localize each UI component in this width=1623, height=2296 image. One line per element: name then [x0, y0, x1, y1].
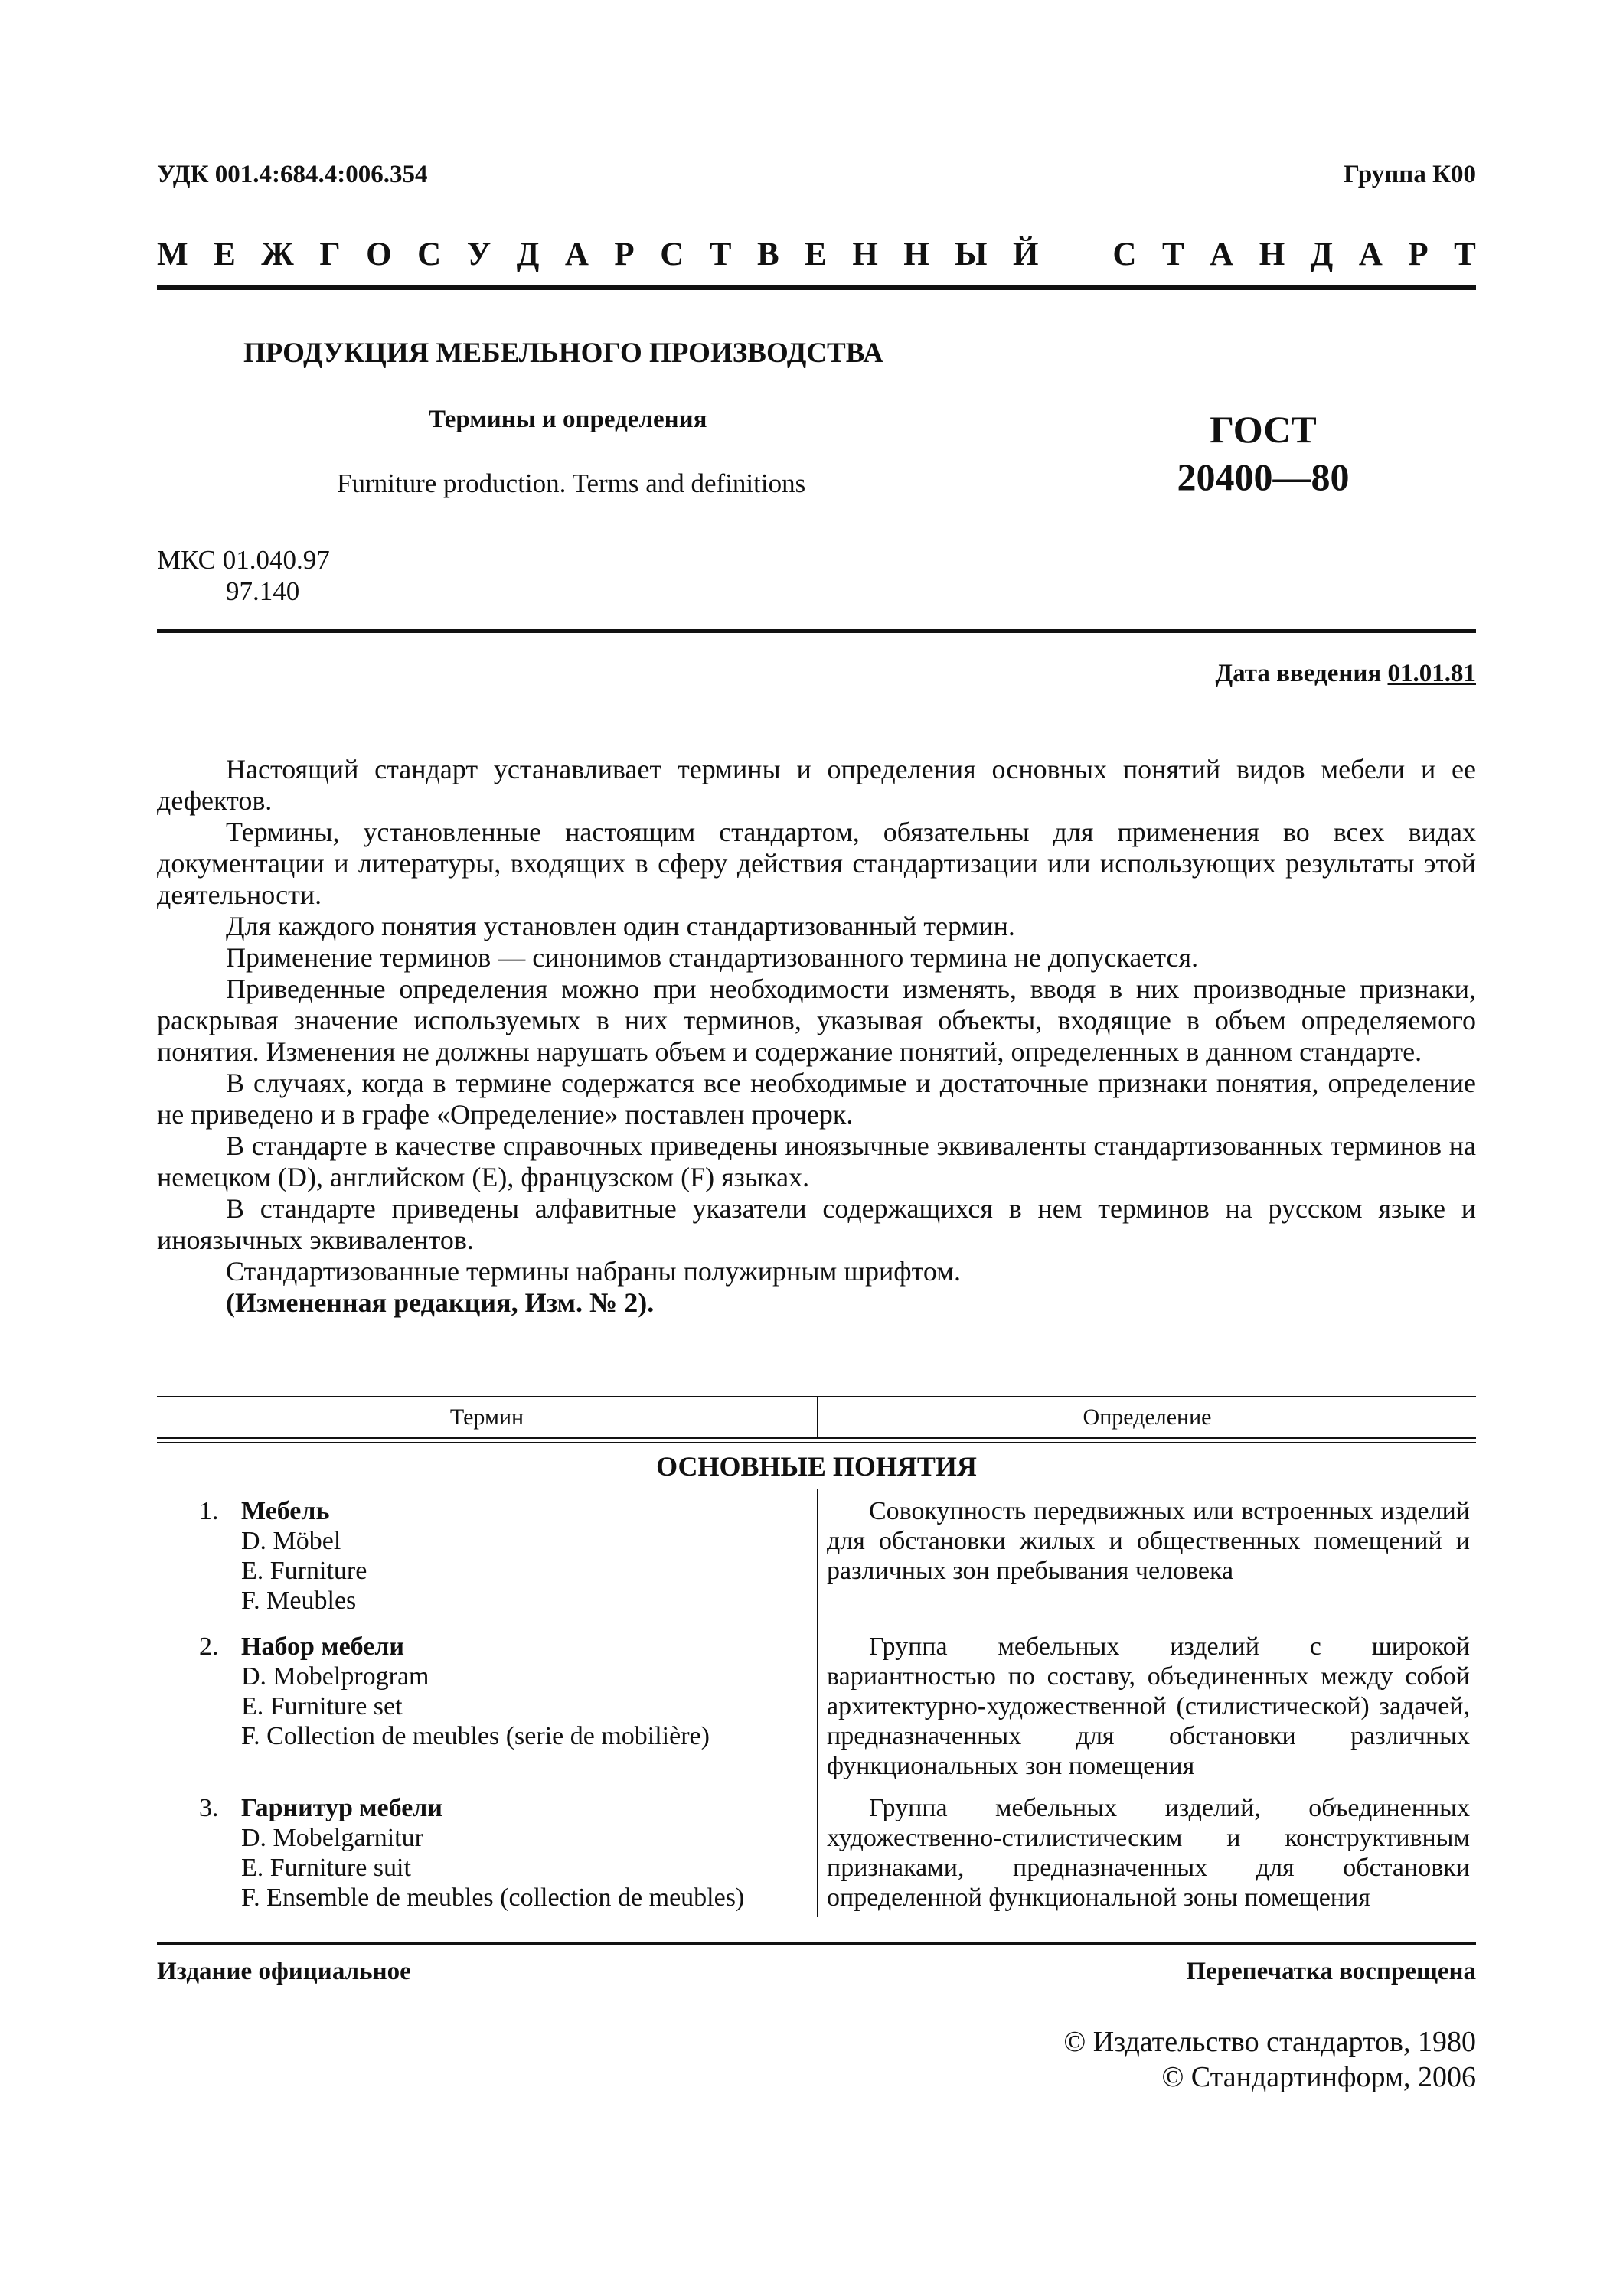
term-name: Набор мебели — [241, 1632, 404, 1661]
mks-code-2: 97.140 — [226, 576, 300, 606]
term-french: F. Meubles — [241, 1587, 357, 1615]
group-code: Группа К00 — [1343, 161, 1476, 188]
amendment-note: (Измененная редакция, Изм. № 2). — [226, 1287, 655, 1318]
introduction-date — [1215, 660, 1476, 688]
intro-paragraph: Приведенные определения можно при необходимости изменять, вводя в них производные признаки, раскрывая значение используемых в них терминов, указывая объекты, входящие в объем определяемого понятия. Изменения не должны нарушать объем и содержание понятий, определенных в данном стандарте. — [157, 974, 1476, 1067]
header-rule — [157, 285, 1476, 290]
copyright-line-1: © Издательство стандартов, 1980 — [1063, 2026, 1476, 2058]
definition-text: Совокупность передвижных или встроенных изделий для обстановки жилых и общественных помещений и различных зон пребывания человека — [827, 1497, 1470, 1585]
footer-rule — [157, 1942, 1476, 1945]
mks-code-1: МКС 01.040.97 — [157, 545, 330, 575]
gost-label: ГОСТ — [1210, 408, 1317, 451]
term-name: Мебель — [241, 1497, 330, 1525]
term-german: D. Möbel — [241, 1527, 341, 1555]
term-english: E. Furniture — [241, 1557, 367, 1585]
table-column-divider — [817, 1489, 818, 1917]
term-french: F. Collection de meubles (serie de mobilière) — [241, 1722, 710, 1750]
term-english: E. Furniture set — [241, 1692, 403, 1720]
english-title: Furniture production. Terms and definitions — [337, 468, 806, 498]
term-definition — [827, 1793, 1470, 1913]
gost-number — [1148, 406, 1378, 501]
term-name: Гарнитур мебели — [241, 1794, 442, 1822]
term-number: 3. — [199, 1794, 219, 1822]
table-header-rule-2 — [157, 1442, 1476, 1443]
official-edition: Издание официальное — [157, 1958, 411, 1985]
table-row — [199, 1793, 796, 1913]
introduction-text — [157, 754, 1476, 1319]
intro-paragraph: Термины, установленные настоящим стандартом, обязательны для применения во всех видах документации и литературы, входящих в сферу действия стандартизации или использующих результаты этой деятельности. — [157, 817, 1476, 910]
date-value: 01.01.81 — [1387, 660, 1476, 687]
term-number: 2. — [199, 1632, 219, 1661]
intro-paragraph: В случаях, когда в термине содержатся все необходимые и достаточные признаки понятия, определение не приведено и в графе «Определение» поставлен прочерк. — [157, 1068, 1476, 1130]
standard-type-heading: М Е Ж Г О С У Д А Р С Т В Е Н Н Ы Й С Т А Н Д А Р Т — [157, 236, 1476, 272]
title-rule — [157, 629, 1476, 633]
column-header-term: Термин — [449, 1404, 524, 1430]
intro-paragraph: Настоящий стандарт устанавливает термины и определения основных понятий видов мебели и ее дефектов. — [157, 754, 1476, 816]
intro-paragraph: В стандарте приведены алфавитные указатели содержащихся в нем терминов на русском языке и иноязычных эквивалентов. — [157, 1193, 1476, 1255]
table-row — [199, 1496, 796, 1616]
term-number: 1. — [199, 1497, 219, 1525]
intro-paragraph: В стандарте в качестве справочных приведены иноязычные эквиваленты стандартизованных терминов на немецком (D), английском (E), французском (F) языках. — [157, 1130, 1476, 1192]
intro-paragraph: Стандартизованные термины набраны полужирным шрифтом. — [226, 1256, 961, 1287]
intro-paragraph: Применение терминов — синонимов стандартизованного термина не допускается. — [226, 942, 1199, 973]
date-label: Дата введения — [1215, 660, 1382, 687]
table-header-rule-1 — [157, 1437, 1476, 1439]
intro-paragraph: Для каждого понятия установлен один стандартизованный термин. — [226, 911, 1015, 941]
gost-code: 20400—80 — [1177, 455, 1350, 498]
term-german: D. Mobelprogram — [241, 1662, 429, 1691]
table-row — [199, 1632, 796, 1751]
definition-text: Группа мебельных изделий с широкой вариантностью по составу, объединенных между собой архитектурно-художественной (стилистической) задачей, предназначенных для обстановки различных функциональных зон помещения — [827, 1632, 1470, 1780]
definition-text: Группа мебельных изделий, объединенных художественно-стилистическим и конструктивным признаками, предназначенных для обстановки определенной функциональной зоны помещения — [827, 1794, 1470, 1912]
section-title: ОСНОВНЫЕ ПОНЯТИЯ — [656, 1451, 977, 1482]
udk-code: УДК 001.4:684.4:006.354 — [157, 161, 428, 188]
column-header-definition: Определение — [1083, 1404, 1212, 1430]
header-column-divider — [817, 1397, 818, 1437]
term-english: E. Furniture suit — [241, 1854, 411, 1882]
document-title: ПРОДУКЦИЯ МЕБЕЛЬНОГО ПРОИЗВОДСТВА — [243, 338, 883, 369]
term-definition — [827, 1496, 1470, 1586]
copyright — [1063, 2024, 1476, 2095]
term-definition — [827, 1632, 1470, 1781]
term-german: D. Mobelgarnitur — [241, 1824, 423, 1852]
term-french: F. Ensemble de meubles (collection de meubles) — [241, 1883, 745, 1912]
copyright-line-2: © Стандартинформ, 2006 — [1161, 2061, 1476, 2093]
document-subtitle: Термины и определения — [429, 406, 707, 433]
reprint-notice: Перепечатка воспрещена — [1186, 1958, 1476, 1985]
